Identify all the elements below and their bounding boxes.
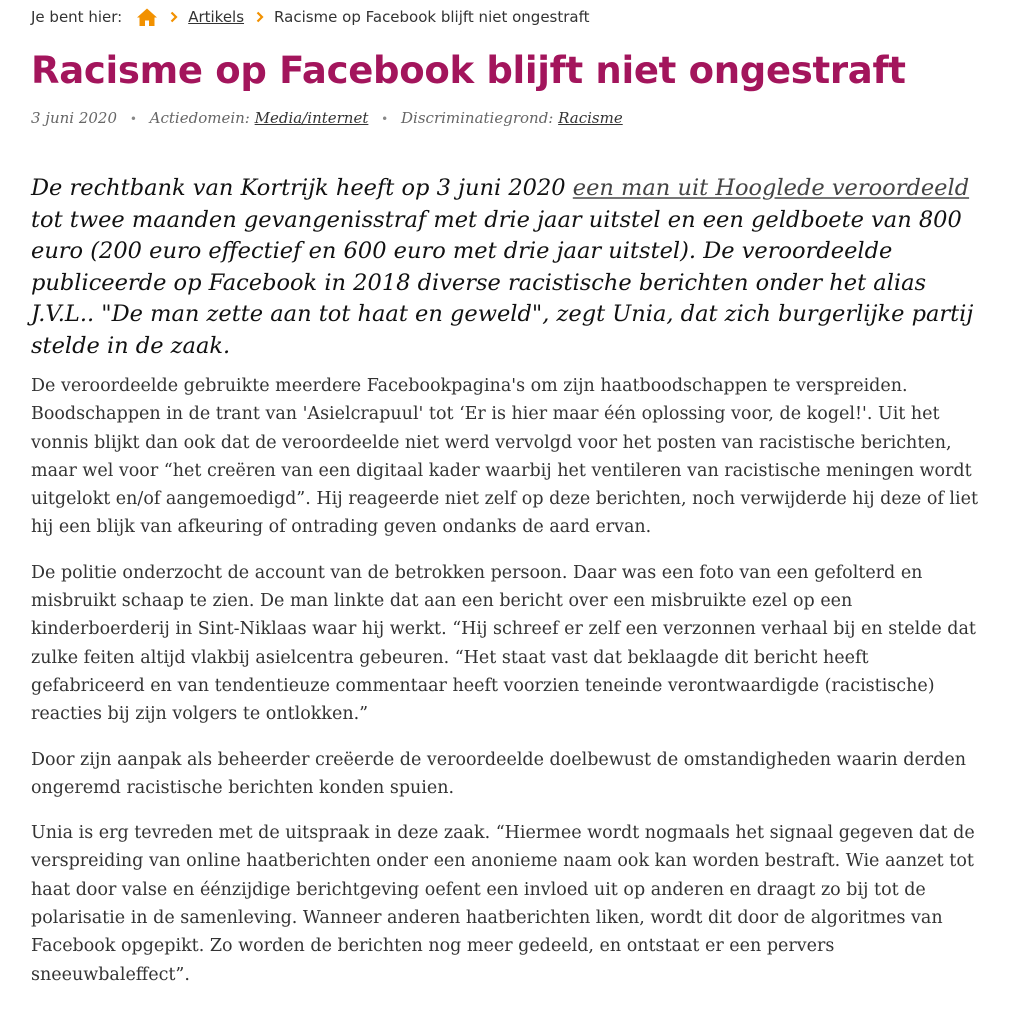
breadcrumb-prefix: Je bent hier: [31,8,123,26]
breadcrumb [31,0,980,34]
lead-text-after: tot twee maanden gevangenisstraf met drie jaar uitstel en een geldboete van 800 euro (200 euro effectief en 600 euro met drie jaar uitstel). De veroordeelde publiceerde op Facebook in 2018 diverse racistische berichten onder het alias J.V.L.. "De man zette aan tot haat en geweld", zegt Unia, dat zich burgerlijke partij stelde in de zaak. [31,206,974,359]
meta-separator: • [381,112,389,126]
breadcrumb-item-artikels[interactable]: Artikels [188,8,245,26]
domain-link[interactable]: Media/internet [254,109,369,127]
body-paragraph: Unia is erg tevreden met de uitspraak in deze zaak. “Hiermee wordt nogmaals het signaal gegeven dat de verspreiding van online haatberichten onder een anonieme naam ook kan worden bestraft. Wie aanzet tot haat door valse en éénzijdige berichtgeving oefent een invloed uit op anderen en draagt zo bij tot de polarisatie in de samenleving. Wanneer anderen haatberichten liken, wordt dit door de algoritmes van Facebook opgepikt. Zo worden de berichten nog meer gedeeld, en ontstaat er een pervers sneeuwbaleffect”. [31,823,975,985]
lead-text-before: De rechtbank van Kortrijk heeft op 3 juni 2020 [31,175,573,201]
page-title: Racisme op Facebook blijft niet ongestraft [31,49,906,92]
chevron-right-icon [170,11,178,23]
body-paragraph: Door zijn aanpak als beheerder creëerde de veroordeelde doelbewust de omstandigheden waarin derden ongeremd racistische berichten konden spuien. [31,749,967,798]
home-icon[interactable] [136,7,158,27]
chevron-right-icon [256,11,264,23]
body-paragraph: De politie onderzocht de account van de betrokken persoon. Daar was een foto van een gefolterd en misbruikt schaap te zien. De man linkte dat aan een bericht over een misbruikte ezel op een kinderboerderij in Sint-Niklaas waar hij werkt. “Hij schreef er zelf een verzonnen verhaal bij en stelde dat zulke feiten altijd vlakbij asielcentra gebeuren. “Het staat vast dat beklaagde dit bericht heeft gefabriceerd en van tendentieuze commentaar heeft voorzien teneinde verontwaardigde (racistische) reacties bij zijn volgers te ontlokken.” [31,562,976,725]
article-lead [31,173,980,362]
breadcrumb-item-current: Racisme op Facebook blijft niet ongestraft [274,8,590,26]
meta-separator: • [129,112,137,126]
article-date: 3 juni 2020 [31,109,118,127]
ground-link[interactable]: Racisme [558,109,623,127]
article-meta [31,108,980,129]
domain-label: Actiedomein: [149,109,250,127]
ground-label: Discriminatiegrond: [401,109,554,127]
lead-link[interactable]: een man uit Hooglede veroordeeld [572,175,970,201]
article-body [31,372,980,989]
body-paragraph: De veroordeelde gebruikte meerdere Facebookpagina's om zijn haatboodschappen te verspreiden. Boodschappen in de trant van 'Asielcrapuul' tot ‘Er is hier maar één oplossing voor, de kogel!'. Uit het vonnis blijkt dan ook dat de veroordeelde niet werd vervolgd voor het posten van racistische berichten, maar wel voor “het creëren van een digitaal kader waarbij het ventileren van racistische meningen wordt uitgelokt en/of aangemoedigd”. Hij reageerde niet zelf op deze berichten, noch verwijderde hij deze of liet hij een blijk van afkeuring of ontrading geven ondanks de aard ervan. [31,376,978,538]
